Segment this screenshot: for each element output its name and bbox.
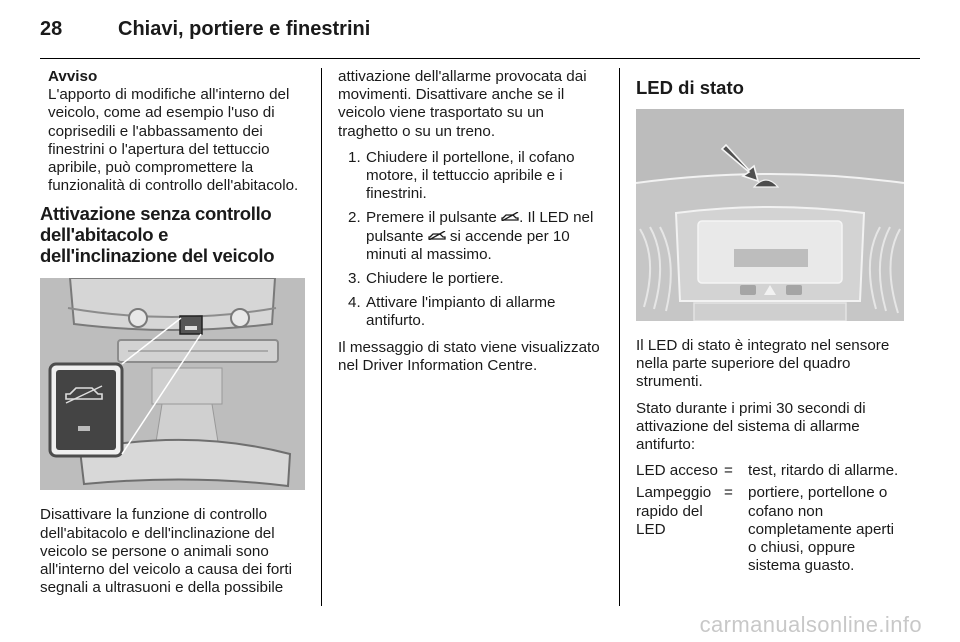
column-divider-2 [619,68,620,606]
roof-console-figure [40,278,305,490]
warning-note [40,68,305,195]
paragraph-led-status-intro: Stato durante i primi 30 secondi di attivazione del sistema di allarme antifurto: [636,399,866,454]
list-item: 1. Chiudere il portellone, il cofano motore, il tettuccio apribile e i finestrini. [348,148,575,203]
section-heading-status-led: LED di stato [636,77,744,98]
column-3 [636,68,904,579]
page-number: 28 [40,18,63,40]
page-header [40,18,370,41]
vehicle-monitoring-icon [501,212,519,221]
paragraph-status-message: Il messaggio di stato viene visualizzato nel Driver Information Centre. [338,338,600,374]
paragraph-continued: attivazione dell'allarme provocata dai movimenti. Disattivare anche se il veicolo viene trasportato su un traghetto o su un treno. [338,68,587,140]
watermark: carmanualsonline.info [699,612,922,637]
list-item: 3. Chiudere le portiere. [348,270,504,288]
list-item: 2. Premere il pulsante . Il LED nel pulsante si accende per 10 minuti al massimo. [348,209,594,263]
instrument-panel-illustration [636,109,904,321]
paragraph-disable-monitoring: Disattivare la funzione di controllo dell'abitacolo e dell'inclinazione del veicolo se persone o animali sono all'interno del veicolo a causa dei forti segnali a ultrasuoni e della possibile [40,506,292,597]
note-title: Avviso [48,68,98,85]
instrument-panel-figure [636,109,904,321]
section-heading-interior-monitoring: Attivazione senza controllo dell'abitacolo e dell'inclinazione del veicolo [40,203,275,267]
steps-list [338,149,603,331]
column-divider-1 [321,68,322,606]
table-row: Lampeggio rapido del LED = portiere, portellone o cofano non completamente aperti o chiusi, oppure sistema guasto. [636,484,895,575]
vehicle-monitoring-icon [428,231,446,240]
table-row: LED acceso = test, ritardo di allarme. [636,462,899,480]
page-title: Chiavi, portiere e finestrini [118,18,371,40]
note-text: L'apporto di modifiche all'interno del veicolo, come ad esempio l'uso di coprisedili e l'abbassamento dei finestrini o l'apertura del tettuccio apribile, può compromettere la funzionalità di controllo dell'abitacolo. [48,86,299,195]
header-divider [40,58,920,59]
column-2 [338,68,603,383]
paragraph-led-location: Il LED di stato è integrato nel sensore nella parte superiore del quadro strumenti. [636,337,890,391]
column-1 [40,68,305,605]
led-status-table [636,462,904,579]
list-item: 4. Attivare l'impianto di allarme antifurto. [348,294,556,330]
roof-console-illustration [40,278,305,490]
